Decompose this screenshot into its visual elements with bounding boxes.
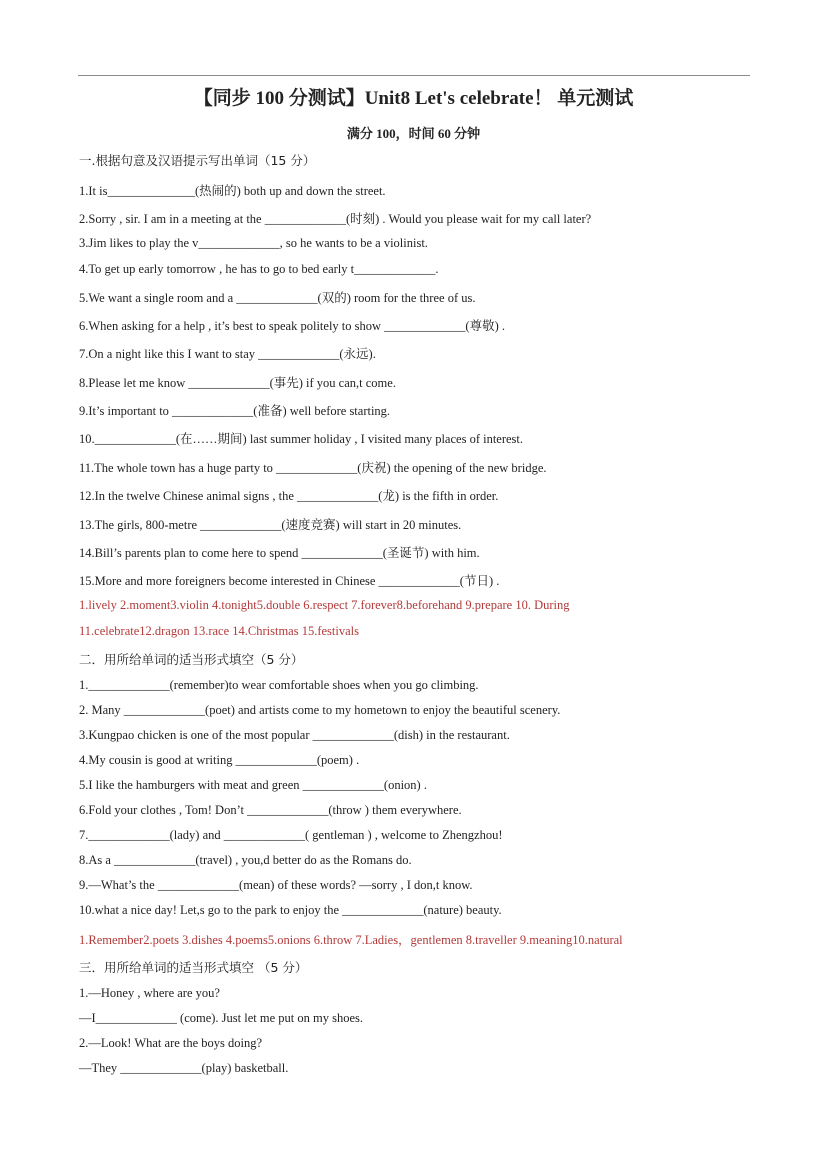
question-1-1: 1.It is______________(热闹的) both up and down the street. bbox=[79, 184, 386, 198]
document-subtitle: 满分 100，时间 60 分钟 bbox=[346, 126, 481, 141]
question-1-14: 14.Bill’s parents plan to come here to spend _____________(圣诞节) with him. bbox=[79, 546, 480, 560]
section-1-heading: 一.根据句意及汉语提示写出单词（15 分） bbox=[79, 153, 316, 168]
question-2-6: 6.Fold your clothes , Tom! Don’t _____________(throw ) them everywhere. bbox=[79, 803, 462, 817]
answer-key-1-line-1: 1.lively 2.moment3.violin 4.tonight5.double 6.respect 7.forever8.beforehand 9.prepare 10. During bbox=[79, 598, 570, 612]
question-1-12: 12.In the twelve Chinese animal signs , the _____________(龙) is the fifth in order. bbox=[79, 489, 499, 503]
question-1-5: 5.We want a single room and a _____________(双的) room for the three of us. bbox=[79, 291, 476, 305]
question-3-2-reply: —They _____________(play) basketball. bbox=[79, 1061, 289, 1075]
question-2-3: 3.Kungpao chicken is one of the most popular _____________(dish) in the restaurant. bbox=[79, 728, 510, 742]
question-1-6: 6.When asking for a help , it’s best to speak politely to show _____________(尊敬) . bbox=[79, 319, 505, 333]
question-2-7: 7._____________(lady) and _____________( gentleman ) , welcome to Zhengzhou! bbox=[79, 828, 503, 842]
document-title: 【同步 100 分测试】Unit8 Let's celebrate！ 单元测试 bbox=[193, 88, 634, 109]
question-3-1: 1.—Honey , where are you? bbox=[79, 986, 220, 1000]
question-1-3: 3.Jim likes to play the v_____________, so he wants to be a violinist. bbox=[79, 236, 428, 250]
question-3-2: 2.—Look! What are the boys doing? bbox=[79, 1036, 263, 1050]
question-1-15: 15.More and more foreigners become interested in Chinese _____________(节日) . bbox=[79, 574, 500, 588]
question-2-9: 9.—What’s the _____________(mean) of these words? —sorry , I don,t know. bbox=[79, 878, 473, 892]
answer-key-1-line-2: 11.celebrate12.dragon 13.race 14.Christmas 15.festivals bbox=[79, 624, 360, 638]
question-2-4: 4.My cousin is good at writing _____________(poem) . bbox=[79, 753, 360, 767]
question-1-13: 13.The girls, 800-metre _____________(速度竞赛) will start in 20 minutes. bbox=[79, 518, 462, 532]
question-1-4: 4.To get up early tomorrow , he has to go to bed early t_____________. bbox=[79, 262, 439, 276]
question-1-11: 11.The whole town has a huge party to _____________(庆祝) the opening of the new bridge. bbox=[79, 461, 547, 475]
section-2-heading: 二．用所给单词的适当形式填空（5 分） bbox=[79, 652, 304, 667]
question-2-5: 5.I like the hamburgers with meat and green _____________(onion) . bbox=[79, 778, 427, 792]
question-2-10: 10.what a nice day! Let,s go to the park to enjoy the _____________(nature) beauty. bbox=[79, 903, 502, 917]
header-rule bbox=[78, 75, 750, 76]
question-2-2: 2. Many _____________(poet) and artists come to my hometown to enjoy the beautiful scenery. bbox=[79, 703, 561, 717]
question-2-8: 8.As a _____________(travel) , you,d better do as the Romans do. bbox=[79, 853, 412, 867]
question-1-2: 2.Sorry , sir. I am in a meeting at the _____________(时刻) . Would you please wait for my call later? bbox=[79, 212, 592, 226]
section-3-heading: 三．用所给单词的适当形式填空 （5 分） bbox=[79, 960, 308, 975]
answer-key-2: 1.Remember2.poets 3.dishes 4.poems5.onions 6.throw 7.Ladies，gentlemen 8.traveller 9.meaning10.natural bbox=[79, 933, 623, 947]
question-1-7: 7.On a night like this I want to stay _____________(永远). bbox=[79, 347, 376, 361]
question-1-10: 10._____________(在……期间) last summer holiday , I visited many places of interest. bbox=[79, 432, 524, 446]
question-2-1: 1._____________(remember)to wear comfortable shoes when you go climbing. bbox=[79, 678, 479, 692]
question-3-1-reply: —I_____________ (come). Just let me put on my shoes. bbox=[79, 1011, 363, 1025]
question-1-9: 9.It’s important to _____________(准备) well before starting. bbox=[79, 404, 391, 418]
question-1-8: 8.Please let me know _____________(事先) if you can,t come. bbox=[79, 376, 396, 390]
